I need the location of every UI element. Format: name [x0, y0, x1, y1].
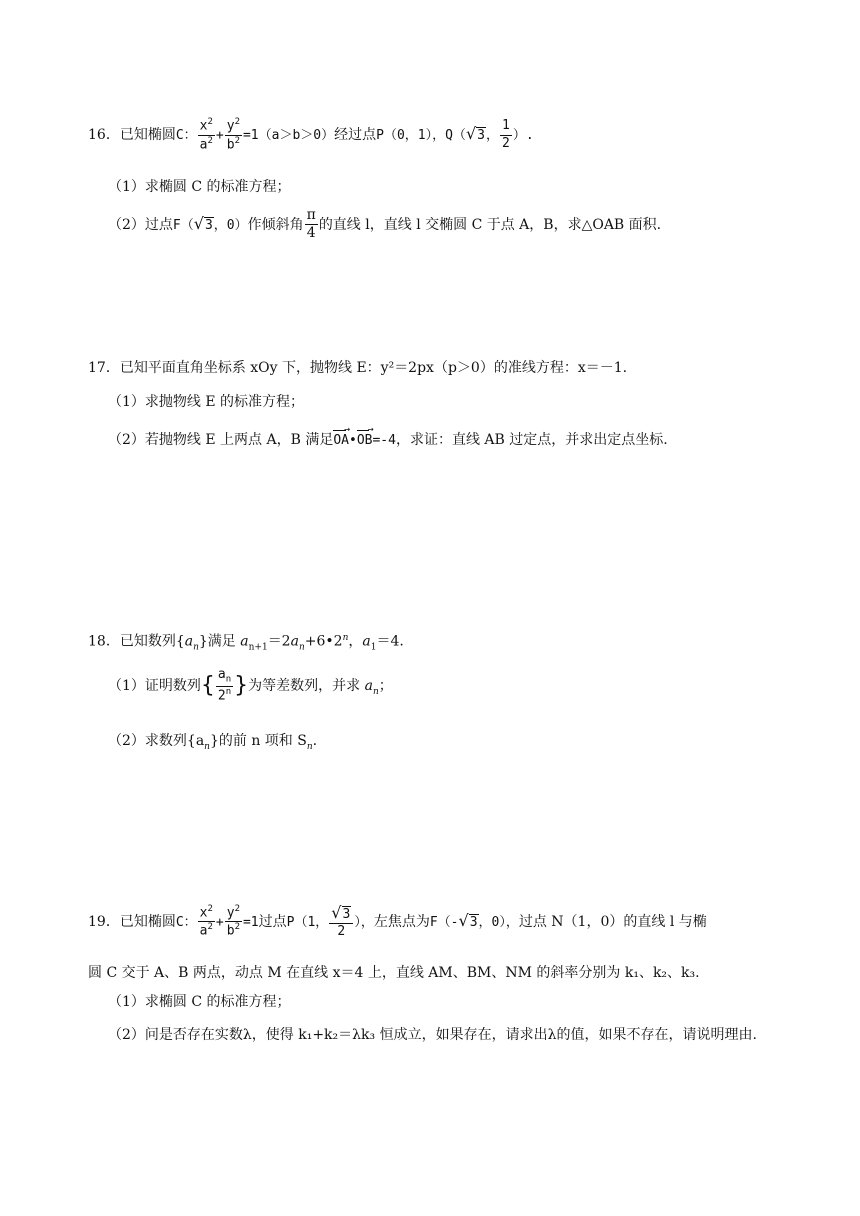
- fraction-y2-b2: $\frac{y^2}{b^2}$: [226, 117, 240, 152]
- q16-line1: 16．已知椭圆C： $\frac{x^2}{a^2}$ + $\frac{y^2}{b^2}$ =1（a＞b＞0）经过点P（0，1），Q（√3， $\frac{1}{2}$ ）.: [88, 117, 534, 152]
- fraction-y2-b2: $\frac{y^2}{b^2}$: [226, 903, 240, 939]
- sqrt-3: √3: [465, 124, 485, 144]
- fraction-pi-over-4: $\frac{\pi}{4}$: [306, 207, 316, 242]
- q18-line1: 18．已知数列$\{a_n\}$满足 $a_{n+1}=2a_n+6•2^n$，$a_1=4$.: [88, 633, 404, 653]
- sqrt-3: √3: [458, 910, 478, 930]
- sqrt-3: √3: [193, 213, 213, 233]
- fraction-sqrt3-over-2: $\frac{√3}{2}$: [329, 904, 353, 940]
- q19-part1: （1）求椭圆 C 的标准方程；: [108, 994, 291, 1010]
- fraction-x2-a2: $\frac{x^2}{a^2}$: [199, 117, 213, 152]
- q17-part1: （1）求抛物线 E 的标准方程；: [108, 394, 305, 410]
- q19-part2: （2）问是否存在实数λ，使得 k₁+k₂＝λk₃ 恒成立，如果存在，请求出λ的值，如果不存在，请说明理由.: [108, 1027, 757, 1043]
- q16-part2: （2）过点F（√3，0）作倾斜角 $\frac{\pi}{4}$ 的直线 l，直线 l 交椭圆 C 于点 A，B，求△OAB 面积.: [108, 207, 662, 242]
- vector-OA: → OA: [333, 424, 349, 448]
- fraction-one-half: $\frac{1}{2}$: [501, 118, 510, 151]
- q16-number: 16．: [88, 127, 120, 144]
- q18-part1: （1）证明数列{ $\frac{a_n}{2^n}$ }为等差数列，并求 $a_n$；: [108, 667, 393, 704]
- vector-OB: → OB: [356, 424, 373, 448]
- q16-part1: （1）求椭圆 C 的标准方程；: [108, 179, 291, 195]
- q18-part2: （2）求数列$\{a_n\}$的前 n 项和 $S_n$.: [108, 733, 318, 752]
- q19-line2: 圆 C 交于 A、B 两点，动点 M 在直线 x＝4 上，直线 AM、BM、NM 的斜率分别为 k₁、k₂、k₃.: [88, 965, 700, 981]
- fraction-x2-a2: $\frac{x^2}{a^2}$: [199, 903, 213, 939]
- fraction-an-over-2n: $\frac{a_n}{2^n}$: [217, 667, 232, 704]
- q19-line1: 19．已知椭圆C： $\frac{x^2}{a^2}$ + $\frac{y^2}{b^2}$ =1过点P（1， $\frac{√3}{2}$ ），左焦点为F（-√3，0），过点 N（1，0）的直线 l 与椭: [88, 903, 707, 940]
- q17-line1: 17．已知平面直角坐标系 xOy 下，抛物线 E：y²＝2px（p＞0）的准线方程：x＝－1.: [88, 360, 628, 376]
- q19-number: 19．: [88, 913, 120, 930]
- q17-part2: （2）若抛物线 E 上两点 A，B 满足 → OA• → OB=-4，求证：直线 AB 过定点，并求出定点坐标.: [108, 424, 668, 448]
